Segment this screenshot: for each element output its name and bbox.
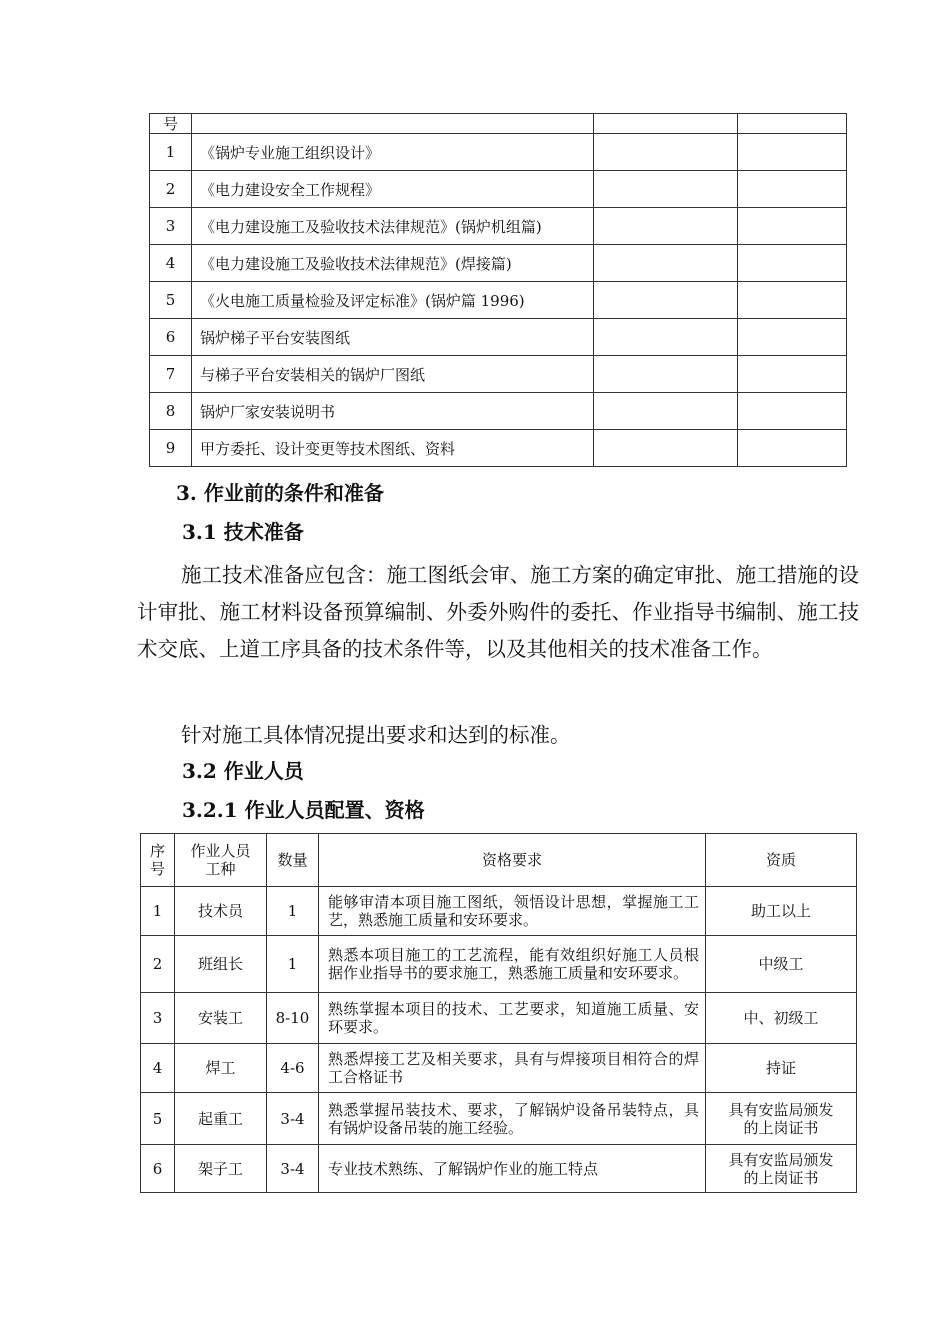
table-row (150, 171, 847, 208)
header-num-cell: 号 (150, 114, 192, 134)
table-row (141, 1145, 857, 1193)
requirement-cell: 熟悉焊接工艺及相关要求，具有与焊接项目相符合的焊工合格证书 (319, 1044, 706, 1093)
qualification-line1: 中、初级工 (743, 1009, 819, 1027)
requirement-cell: 熟悉本项目施工的工艺流程，能有效组织好施工人员根据作业指导书的要求施工，熟悉施工质量和安环要求。 (319, 936, 706, 993)
table-row (141, 1044, 857, 1093)
document-name: 锅炉厂家安装说明书 (192, 393, 594, 430)
table-row (150, 282, 847, 319)
section-3-2-heading: 3.2 作业人员 (182, 759, 304, 783)
table-row (150, 319, 847, 356)
empty-cell (594, 134, 738, 171)
quantity-cell: 3-4 (267, 1145, 319, 1193)
seq-cell: 6 (141, 1145, 175, 1193)
header-worker-type (175, 834, 267, 887)
header-qualification: 资质 (706, 834, 857, 887)
table-row (150, 430, 847, 467)
standards-paragraph: 针对施工具体情况提出要求和达到的标准。 (181, 723, 571, 747)
seq-cell: 4 (141, 1044, 175, 1093)
seq-cell: 1 (141, 887, 175, 936)
document-name: 《火电施工质量检验及评定标准》(锅炉篇 1996) (192, 282, 594, 319)
table-header-row (141, 834, 857, 887)
document-name: 《锅炉专业施工组织设计》 (192, 134, 594, 171)
table-row (150, 393, 847, 430)
header-type-line1: 作业人员 (190, 842, 251, 860)
row-number: 1 (150, 134, 192, 171)
qualification-cell (706, 1044, 857, 1093)
row-number: 9 (150, 430, 192, 467)
table-header-row (150, 114, 847, 134)
worker-type-cell: 安装工 (175, 993, 267, 1044)
header-type-line2: 工种 (205, 860, 236, 878)
empty-cell (594, 356, 738, 393)
quantity-cell: 8-10 (267, 993, 319, 1044)
document-name: 《电力建设施工及验收技术法律规范》(焊接篇) (192, 245, 594, 282)
table-row (141, 936, 857, 993)
quantity-cell: 3-4 (267, 1093, 319, 1145)
seq-cell: 2 (141, 936, 175, 993)
row-number: 3 (150, 208, 192, 245)
header-empty-cell (192, 114, 594, 134)
empty-cell (738, 134, 847, 171)
empty-cell (738, 319, 847, 356)
empty-cell (738, 430, 847, 467)
document-name: 《电力建设安全工作规程》 (192, 171, 594, 208)
header-seq-line1: 序 (149, 842, 165, 860)
table-row (150, 134, 847, 171)
empty-cell (594, 319, 738, 356)
empty-cell (738, 171, 847, 208)
quantity-cell: 1 (267, 887, 319, 936)
staff-qualification-table (140, 833, 857, 1193)
table-row (150, 208, 847, 245)
qualification-line1: 具有安监局颁发 (728, 1150, 834, 1169)
requirement-cell: 能够审清本项目施工图纸，领悟设计思想，掌握施工工艺，熟悉施工质量和安环要求。 (319, 887, 706, 936)
table-row (150, 356, 847, 393)
qualification-cell (706, 887, 857, 936)
header-requirements: 资格要求 (319, 834, 706, 887)
requirement-cell: 专业技术熟练、了解锅炉作业的施工特点 (319, 1145, 706, 1193)
seq-cell: 5 (141, 1093, 175, 1145)
section-3-heading: 3. 作业前的条件和准备 (176, 481, 384, 505)
document-name: 甲方委托、设计变更等技术图纸、资料 (192, 430, 594, 467)
header-quantity: 数量 (267, 834, 319, 887)
worker-type-cell: 焊工 (175, 1044, 267, 1093)
worker-type-cell: 技术员 (175, 887, 267, 936)
row-number: 2 (150, 171, 192, 208)
section-3-2-1-heading: 3.2.1 作业人员配置、资格 (182, 798, 425, 822)
qualification-cell (706, 993, 857, 1044)
qualification-line1: 中级工 (758, 955, 804, 973)
qualification-cell (706, 1093, 857, 1145)
empty-cell (738, 393, 847, 430)
row-number: 4 (150, 245, 192, 282)
empty-cell (738, 245, 847, 282)
requirement-cell: 熟悉掌握吊装技术、要求，了解锅炉设备吊装特点，具有锅炉设备吊装的施工经验。 (319, 1093, 706, 1145)
seq-cell: 3 (141, 993, 175, 1044)
header-empty-cell (594, 114, 738, 134)
row-number: 7 (150, 356, 192, 393)
table-row (141, 993, 857, 1044)
section-3-1-heading: 3.1 技术准备 (182, 520, 304, 544)
qualification-cell (706, 936, 857, 993)
table-row (141, 1093, 857, 1145)
empty-cell (594, 393, 738, 430)
worker-type-cell: 架子工 (175, 1145, 267, 1193)
empty-cell (594, 208, 738, 245)
qualification-line1: 助工以上 (750, 902, 811, 920)
row-number: 6 (150, 319, 192, 356)
row-number: 5 (150, 282, 192, 319)
empty-cell (594, 282, 738, 319)
qualification-cell (706, 1145, 857, 1193)
quantity-cell: 1 (267, 936, 319, 993)
empty-cell (738, 208, 847, 245)
header-empty-cell (738, 114, 847, 134)
document-name: 《电力建设施工及验收技术法律规范》(锅炉机组篇) (192, 208, 594, 245)
qualification-line1: 持证 (765, 1059, 796, 1077)
worker-type-cell: 班组长 (175, 936, 267, 993)
document-name: 锅炉梯子平台安装图纸 (192, 319, 594, 356)
worker-type-cell: 起重工 (175, 1093, 267, 1145)
document-name: 与梯子平台安装相关的锅炉厂图纸 (192, 356, 594, 393)
qualification-line1: 具有安监局颁发 (728, 1100, 834, 1119)
empty-cell (594, 171, 738, 208)
reference-documents-table (149, 113, 847, 467)
table-row (141, 887, 857, 936)
qualification-line2: 的上岗证书 (743, 1168, 819, 1187)
row-number: 8 (150, 393, 192, 430)
empty-cell (738, 356, 847, 393)
technical-preparation-paragraph: 施工技术准备应包含：施工图纸会审、施工方案的确定审批、施工措施的设计审批、施工材料设备预算编制、外委外购件的委托、作业指导书编制、施工技术交底、上道工序具备的技术条件等，以及其他相关的技术准备工作。 (137, 563, 859, 661)
qualification-line2: 的上岗证书 (743, 1118, 819, 1137)
quantity-cell: 4-6 (267, 1044, 319, 1093)
table-row (150, 245, 847, 282)
empty-cell (738, 282, 847, 319)
header-seq (141, 834, 175, 887)
requirement-cell: 熟练掌握本项目的技术、工艺要求，知道施工质量、安环要求。 (319, 993, 706, 1044)
empty-cell (594, 245, 738, 282)
header-seq-line2: 号 (149, 860, 165, 878)
empty-cell (594, 430, 738, 467)
